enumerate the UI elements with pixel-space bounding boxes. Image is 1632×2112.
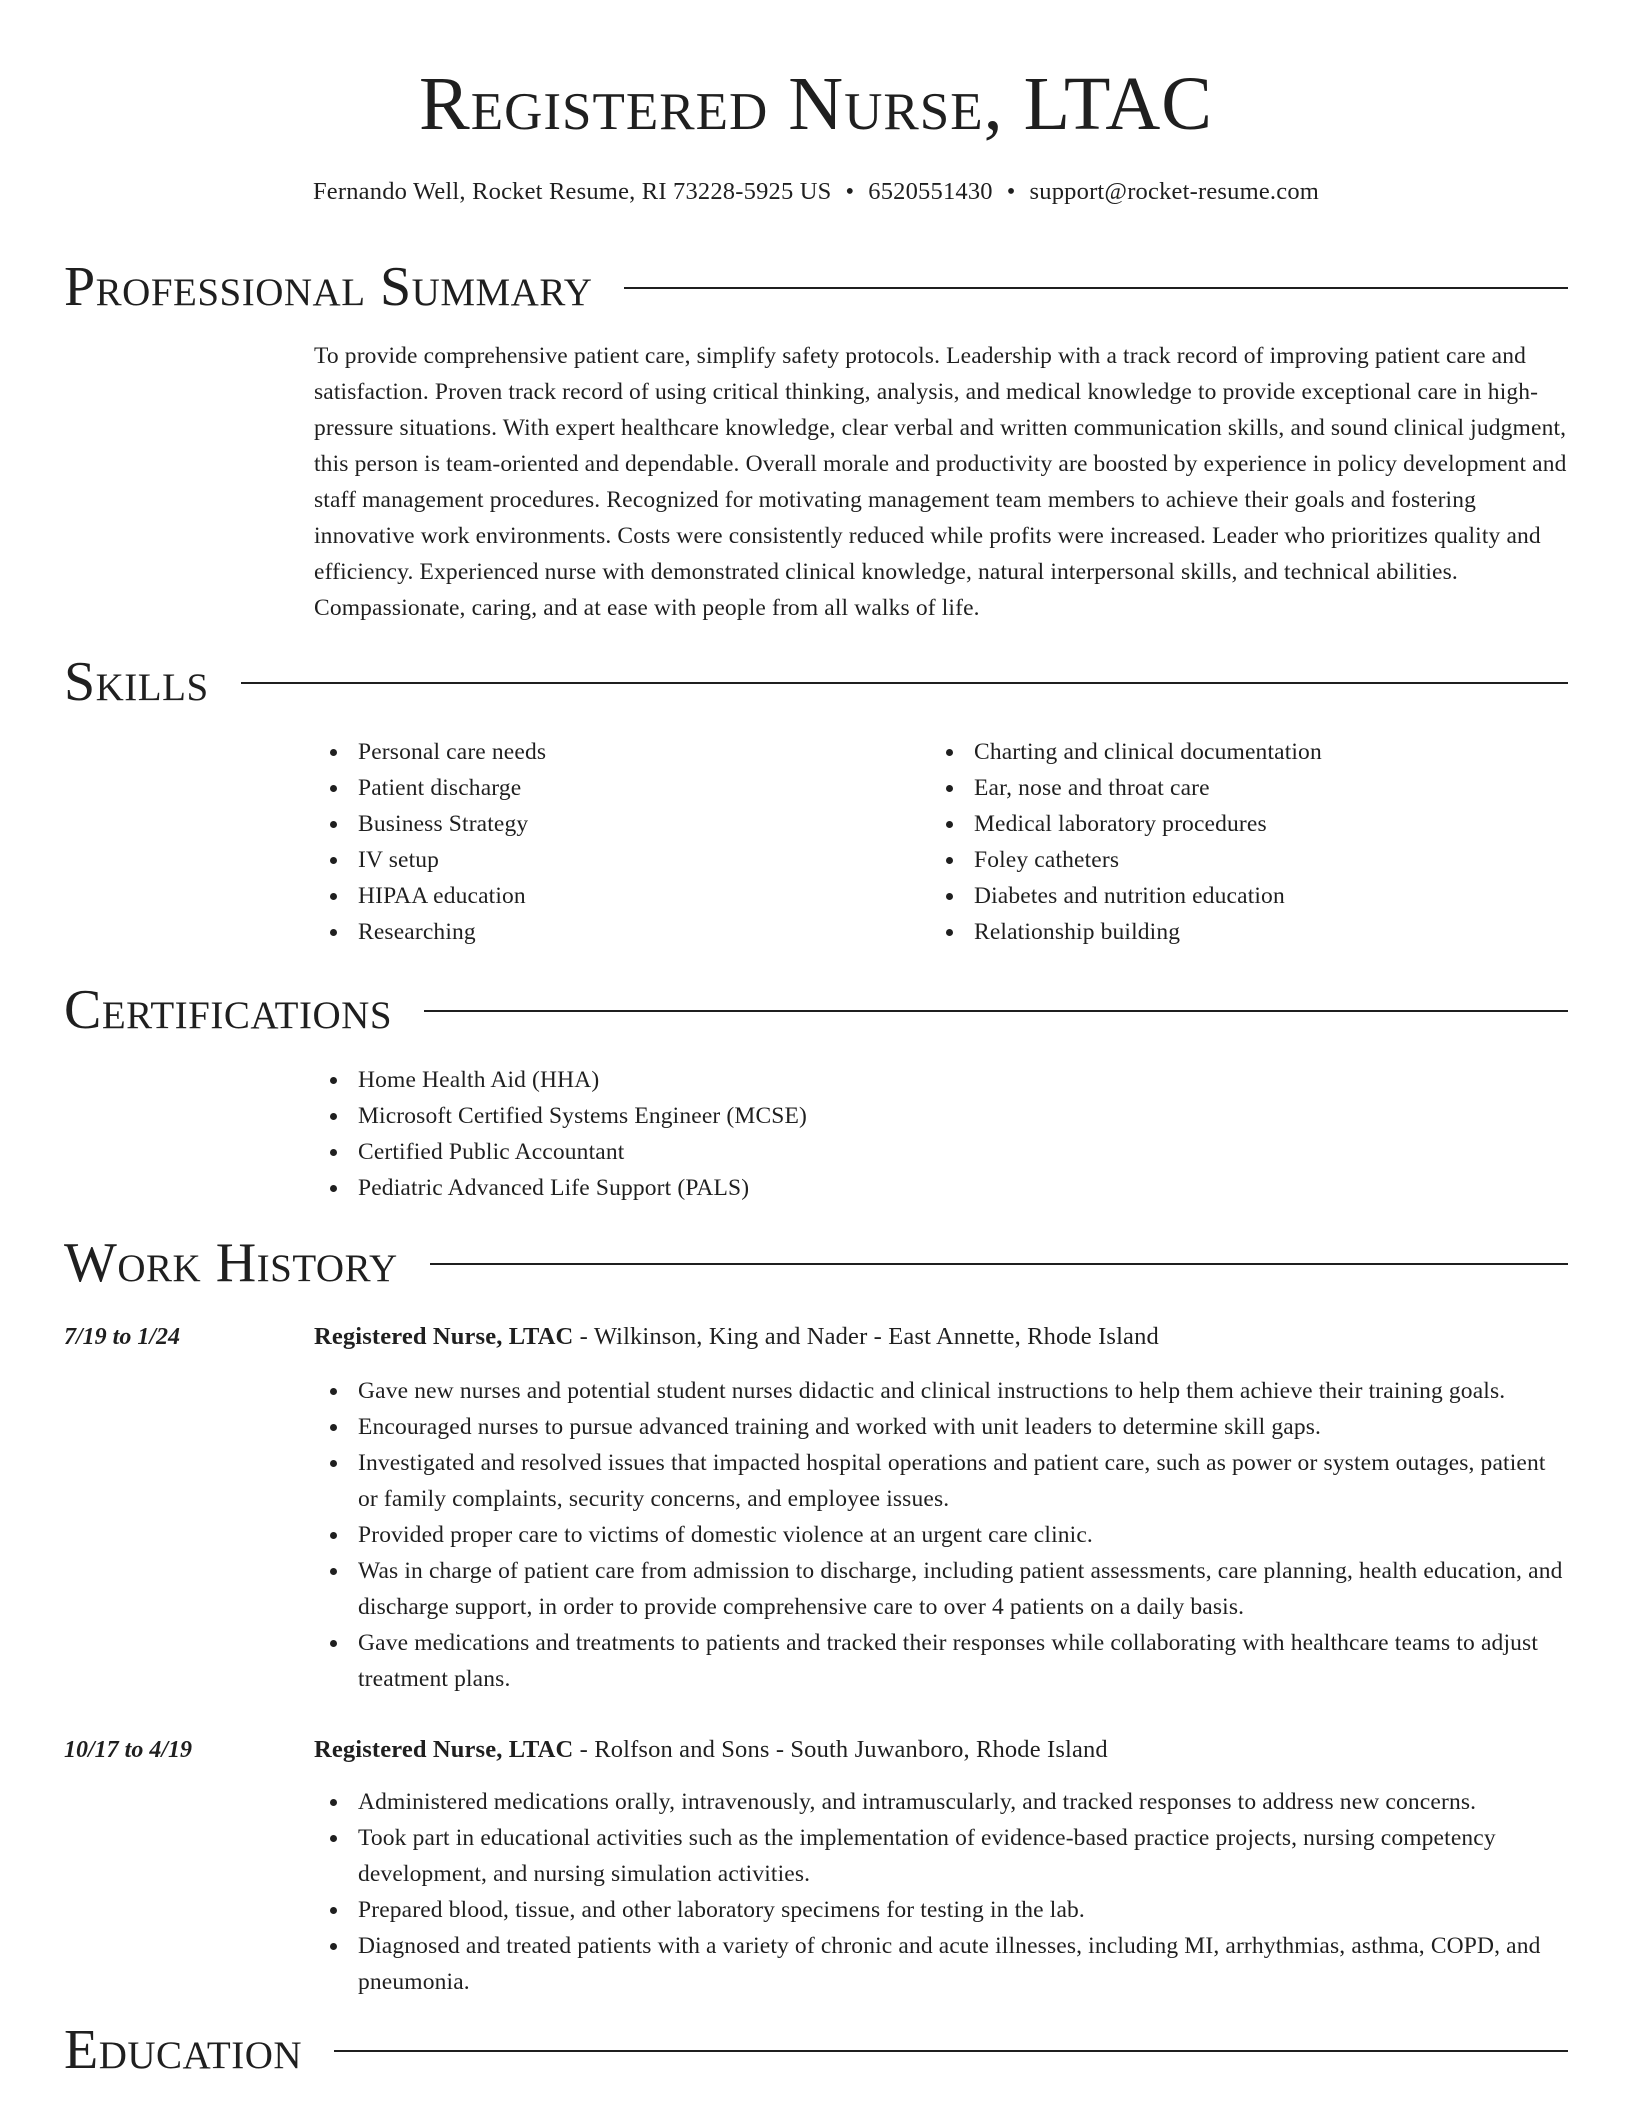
certification-item: Microsoft Certified Systems Engineer (MCSE) [314, 1098, 1570, 1134]
contact-address: Fernando Well, Rocket Resume, RI 73228-5925 US [312, 178, 832, 205]
skill-item: IV setup [314, 842, 914, 878]
job-bullet: Gave medications and treatments to patients and tracked their responses while collaborating with healthcare teams to adjust treatment plans. [314, 1625, 1570, 1697]
skills-section-heading [64, 647, 1568, 717]
job-bullets [314, 1784, 1570, 2000]
skills-heading: Skills [64, 651, 209, 713]
skill-item: Personal care needs [314, 734, 914, 770]
job-bullet: Prepared blood, tissue, and other laboratory specimens for testing in the lab. [314, 1892, 1570, 1928]
skill-item: Diabetes and nutrition education [930, 878, 1570, 914]
skill-item: Charting and clinical documentation [930, 734, 1570, 770]
certifications-section-heading [64, 975, 1568, 1045]
skill-item: HIPAA education [314, 878, 914, 914]
skill-item: Patient discharge [314, 770, 914, 806]
skill-item: Medical laboratory procedures [930, 806, 1570, 842]
job-bullet: Took part in educational activities such as the implementation of evidence-based practice projects, nursing competency development, and nursing simulation activities. [314, 1820, 1570, 1892]
certifications-heading: Certifications [64, 979, 393, 1041]
skill-item: Ear, nose and throat care [930, 770, 1570, 806]
skill-item: Researching [314, 914, 914, 950]
contact-line [0, 176, 1632, 208]
job-bullet: Provided proper care to victims of domestic violence at an urgent care clinic. [314, 1517, 1570, 1553]
contact-separator: • [1006, 178, 1016, 205]
job-heading [314, 1319, 1159, 1355]
skill-item: Relationship building [930, 914, 1570, 950]
certification-item: Pediatric Advanced Life Support (PALS) [314, 1170, 1570, 1206]
contact-email[interactable]: support@rocket-resume.com [1029, 178, 1320, 205]
education-section-heading [64, 2015, 1568, 2085]
work-history-section-heading [64, 1228, 1568, 1298]
section-divider [624, 287, 1568, 289]
job-title: Registered Nurse, LTAC [314, 1736, 574, 1763]
job-bullet: Gave new nurses and potential student nurses didactic and clinical instructions to help them achieve their training goals. [314, 1373, 1570, 1409]
skill-item: Business Strategy [314, 806, 914, 842]
certification-item: Certified Public Accountant [314, 1134, 1570, 1170]
job-title: Registered Nurse, LTAC [314, 1323, 574, 1350]
certification-item: Home Health Aid (HHA) [314, 1062, 1570, 1098]
resume-title: Registered Nurse, LTAC [419, 62, 1213, 146]
job-dates: 10/17 to 4/19 [64, 1737, 193, 1763]
section-divider [241, 682, 1568, 684]
skill-item: Foley catheters [930, 842, 1570, 878]
job-details: - Rolfson and Sons - South Juwanboro, Rhode Island [573, 1736, 1108, 1763]
job-bullet: Encouraged nurses to pursue advanced training and worked with unit leaders to determine skill gaps. [314, 1409, 1570, 1445]
section-divider [334, 2050, 1568, 2052]
work-history-heading: Work History [64, 1232, 398, 1294]
section-divider [430, 1263, 1568, 1265]
job-details: - Wilkinson, King and Nader - East Annette, Rhode Island [573, 1323, 1159, 1350]
summary-heading: Professional Summary [64, 256, 593, 318]
section-divider [424, 1010, 1568, 1012]
job-heading [314, 1732, 1108, 1768]
skills-list-left [314, 734, 914, 950]
contact-separator: • [845, 178, 855, 205]
job-dates: 7/19 to 1/24 [64, 1324, 181, 1350]
job-bullet: Was in charge of patient care from admission to discharge, including patient assessments, care planning, health education, and discharge support, in order to provide comprehensive care to over 4 patients on a daily basis. [314, 1553, 1570, 1625]
summary-section-heading [64, 252, 1568, 322]
certifications-list [314, 1062, 1570, 1206]
education-heading: Education [64, 2019, 303, 2081]
job-bullets [314, 1373, 1570, 1697]
job-bullet: Diagnosed and treated patients with a variety of chronic and acute illnesses, including MI, arrhythmias, asthma, COPD, and pneumonia. [314, 1928, 1570, 2000]
job-bullet: Investigated and resolved issues that impacted hospital operations and patient care, such as power or system outages, patient or family complaints, security concerns, and employee issues. [314, 1445, 1570, 1517]
job-bullet: Administered medications orally, intravenously, and intramuscularly, and tracked responses to address new concerns. [314, 1784, 1570, 1820]
summary-text: To provide comprehensive patient care, simplify safety protocols. Leadership with a track record of improving patient care and satisfaction. Proven track record of using critical thinking, analysis, and medical knowledge to provide exceptional care in high-pressure situations. With expert healthcare knowledge, clear verbal and written communication skills, and sound clinical judgment, this person is team-oriented and dependable. Overall morale and productivity are boosted by experience in policy development and staff management procedures. Recognized for motivating management team members to achieve their goals and fostering innovative work environments. Costs were consistently reduced while profits were increased. Leader who prioritizes quality and efficiency. Experienced nurse with demonstrated clinical knowledge, natural interpersonal skills, and technical abilities. Compassionate, caring, and at ease with people from all walks of life. [314, 343, 1567, 621]
contact-phone: 6520551430 [868, 178, 993, 205]
skills-list-right [930, 734, 1570, 950]
